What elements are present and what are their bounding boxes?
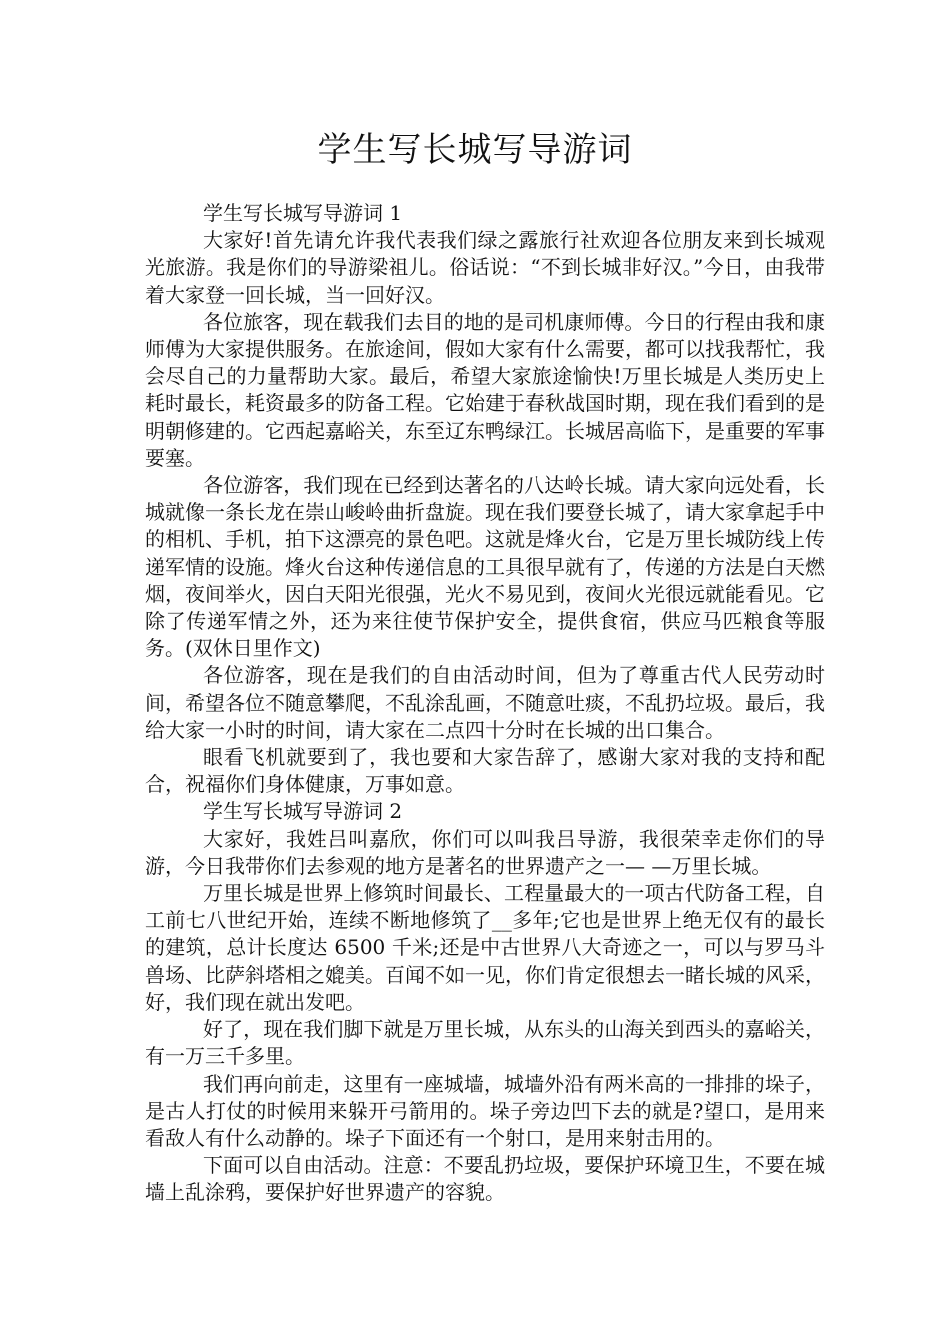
paragraph: 万里长城是世界上修筑时间最长、工程量最大的一项古代防备工程，自工前七八世纪开始，连续不断地修筑了__多年;它也是世界上绝无仅有的最长的建筑，总计长度达 6500 千米;还是中古世界八大奇迹之一，可以与罗马斗兽场、比萨斜塔相之媲美。百闻不如一见，你们肯定很想去一睹长城的风采，好，我们现在就出发吧。 [145,881,825,1014]
paragraph: 下面可以自由活动。注意：不要乱扔垃圾，要保护环境卫生，不要在城墙上乱涂鸦，要保护好世界遗产的容貌。 [145,1153,825,1205]
paragraph: 各位游客，我们现在已经到达著名的八达岭长城。请大家向远处看，长城就像一条长龙在崇山峻岭曲折盘旋。现在我们要登长城了，请大家拿起手中的相机、手机，拍下这漂亮的景色吧。这就是烽火台，它是万里长城防线上传递军情的设施。烽火台这种传递信息的工具很早就有了，传递的方法是白天燃烟，夜间举火，因白天阳光很强，光火不易见到，夜间火光很远就能看见。它除了传递军情之外，还为来往使节保护安全，提供食宿，供应马匹粮食等服务。(双休日里作文) [145,473,825,661]
paragraph: 我们再向前走，这里有一座城墙，城墙外沿有两米高的一排排的垛子，是古人打仗的时候用来躲开弓箭用的。垛子旁边凹下去的就是?望口，是用来看敌人有什么动静的。垛子下面还有一个射口，是用来射击用的。 [145,1071,825,1150]
paragraph: 各位游客，现在是我们的自由活动时间，但为了尊重古代人民劳动时间，希望各位不随意攀爬，不乱涂乱画，不随意吐痰，不乱扔垃圾。最后，我给大家一小时的时间，请大家在二点四十分时在长城的出口集合。 [145,663,825,742]
document-body [145,200,825,1207]
section-heading-1: 学生写长城写导游词 1 [203,201,403,225]
paragraph: 好了，现在我们脚下就是万里长城，从东头的山海关到西头的嘉峪关，有一万三千多里。 [145,1017,825,1069]
section-heading-2: 学生写长城写导游词 2 [203,799,403,824]
paragraph: 大家好，我姓吕叫嘉欣，你们可以叫我吕导游，我很荣幸走你们的导游，今日我带你们去参观的地方是著名的世界遗产之一— —万里长城。 [145,826,825,878]
paragraph: 眼看飞机就要到了，我也要和大家告辞了，感谢大家对我的支持和配合，祝福你们身体健康，万事如意。 [145,745,825,797]
document-title: 学生写长城写导游词 [317,130,633,170]
paragraph: 大家好!首先请允许我代表我们绿之露旅行社欢迎各位朋友来到长城观光旅游。我是你们的导游梁祖儿。俗话说：“不到长城非好汉。”今日，由我带着大家登一回长城，当一回好汉。 [145,228,825,307]
paragraph: 各位旅客，现在载我们去目的地的是司机康师傅。今日的行程由我和康师傅为大家提供服务。在旅途间，假如大家有什么需要，都可以找我帮忙，我会尽自己的力量帮助大家。最后，希望大家旅途愉快!万里长城是人类历史上耗时最长，耗资最多的防备工程。它始建于春秋战国时期，现在我们看到的是明朝修建的。它西起嘉峪关，东至辽东鸭绿江。长城居高临下，是重要的军事要塞。 [145,309,825,470]
